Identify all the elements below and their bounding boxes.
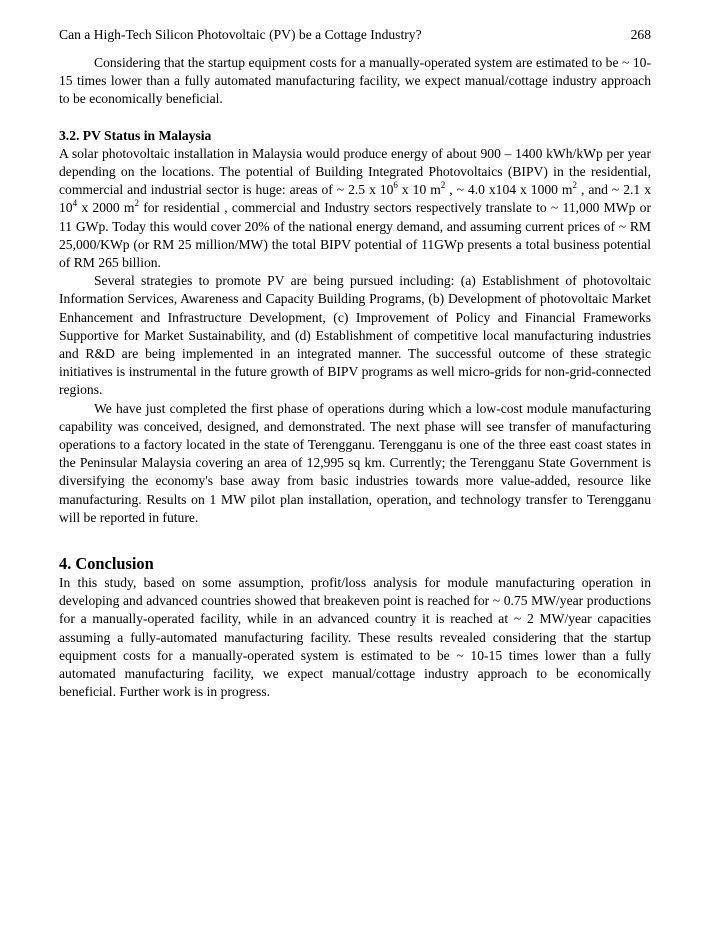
text-run: , and ~ 2.1 x 10 [59, 182, 651, 216]
section-4-paragraph-1: In this study, based on some assumption, profit/loss analysis for module manufacturing operation in developing and advanced countries showed that breakeven point is reached for ~ 0.75 MW/year productions for a manually-operated facility, while in an advanced country it is reached at ~ 2 MW/year capacities assuming a fully-automated manufacturing facility. These results revealed considering that the startup equipment costs for a manually-operated system is estimated to be ~ 10-15 times lower than a fully automated manufacturing facility, we expect manual/cottage industry approach to be economically beneficial. Further work is in progress. [59, 575, 651, 700]
section-3-2-paragraph-2: Several strategies to promote PV are being pursued including: (a) Establishment of photovoltaic Information Services, Awareness and Capacity Building Programs, (b) Development of photovoltaic Market Enhancement and Infrastructure Development, (c) Improvement of Policy and Financial Frameworks Supportive for Market Sustainability, and (d) Establishment of competitive local manufacturing industries and R&D are being implemented in an integrated manner. The successful outcome of these strategic initiatives is instrumental in the future growth of BIPV programs as well micro-grids for non-grid-connected regions. [59, 273, 651, 398]
superscript: 6 [393, 179, 398, 190]
intro-paragraph: Considering that the startup equipment costs for a manually-operated system are estimated to be ~ 10-15 times lower than a fully automated manufacturing facility, we expect manual/cottage industry approach to be economically beneficial. [59, 55, 651, 107]
section-3-2-paragraph-3: We have just completed the first phase of operations during which a low-cost module manufacturing capability was conceived, designed, and demonstrated. The next phase will see transfer of manufacturing operations to a factory located in the state of Terengganu. Terengganu is one of the three east coast states in the Peninsular Malaysia covering an area of 12,995 sq km. Currently; the Terengganu State Government is diversifying the economy's base away from basic industries towards more value-added, resource like manufacturing. Results on 1 MW pilot plan installation, operation, and technology transfer to Terengganu will be reported in future. [59, 400, 651, 525]
section-3-2-paragraph-1 [59, 145, 651, 272]
text-run: , ~ 4.0 x104 x 1000 m [445, 182, 573, 198]
superscript: 2 [572, 179, 578, 190]
document-page [59, 26, 651, 702]
section-4-heading: 4. Conclusion [59, 554, 154, 574]
superscript: 4 [72, 197, 78, 208]
page-number: 268 [630, 27, 651, 42]
section-3-2-heading: 3.2. PV Status in Malaysia [59, 127, 212, 143]
text-run: A solar photovoltaic installation in Malaysia would produce energy of about 900 – 1400 kWh/kWp per year depending on the locations. The potential of Building Integrated Photovoltaics (BIPV) in the residential, commercial and industrial sector is huge: areas of ~ 2.5 x 10 [59, 145, 651, 198]
text-run: x 10 m [397, 182, 441, 198]
superscript: 2 [134, 197, 139, 208]
text-run: x 2000 m [77, 200, 135, 216]
superscript: 2 [440, 179, 446, 190]
text-run: for residential , commercial and Industry sectors respectively translate to ~ 11,000 MWp or 11 GWp. Today this would cover 20% of the national energy demand, and assuming current prices of ~ RM 25,000/KWp (or RM 25 million/MW) the total BIPV potential of 11GWp presents a total business potential of RM 265 billion. [59, 200, 651, 271]
running-title: Can a High-Tech Silicon Photovoltaic (PV) be a Cottage Industry? [59, 27, 422, 42]
running-header [59, 26, 651, 44]
